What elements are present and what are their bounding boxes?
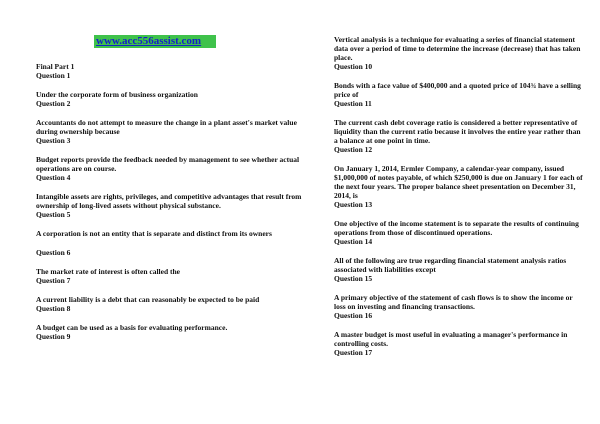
question-label-13: Question 13 [334,200,373,209]
question-label-3: Question 3 [36,136,71,145]
question-text-9: Vertical analysis is a technique for evaluating a series of financial statement data over a period of time to determine the increase (decrease) that has taken place. [334,35,581,62]
right-column [334,35,584,357]
question-label-10: Question 10 [334,62,373,71]
question-label-15: Question 15 [334,274,373,283]
question-label-12: Question 12 [334,145,373,154]
question-text-1: Under the corporate form of business organization [36,90,198,99]
question-text-3: Budget reports provide the feedback needed by management to see whether actual operations are on course. [36,155,300,173]
question-text-16: A master budget is most useful in evaluating a manager's performance in controlling costs. [334,330,568,348]
question-text-5: A corporation is not an entity that is separate and distinct from its owners [36,229,272,238]
part-title: Final Part 1 [36,62,75,71]
question-label-7: Question 7 [36,276,71,285]
question-label-4: Question 4 [36,173,71,182]
question-label-17: Question 17 [334,348,373,357]
question-text-14: All of the following are true regarding financial statement analysis ratios associated with liabilities except [334,256,567,274]
question-text-8: A budget can be used as a basis for evaluating performance. [36,323,228,332]
question-text-12: On January 1, 2014, Ermler Company, a calendar-year company, issued $1,000,000 of notes payable, of which $250,000 is due on January 1 for each of the next four years. The proper balance sheet presentation on December 31, 2014, is [334,164,583,200]
question-text-15: A primary objective of the statement of cash flows is to show the income or loss on investing and financing transactions. [334,293,573,311]
question-text-2: Accountants do not attempt to measure the change in a plant asset's market value during ownership because [36,118,297,136]
left-column [36,35,304,341]
question-label-8: Question 8 [36,304,71,313]
site-link[interactable]: www.acc556assist.com [94,35,216,48]
question-label-6: Question 6 [36,248,71,257]
question-text-13: One objective of the income statement is to separate the results of continuing operations from those of discontinued operations. [334,219,579,237]
question-label-1: Question 1 [36,71,71,80]
question-text-6: The market rate of interest is often called the [36,267,180,276]
question-label-14: Question 14 [334,237,373,246]
question-label-9: Question 9 [36,332,71,341]
question-text-11: The current cash debt coverage ratio is considered a better representative of liquidity than the current ratio because it involves the entire year rather than a balance at one point in time. [334,118,581,145]
question-label-11: Question 11 [334,99,372,108]
question-text-10: Bonds with a face value of $400,000 and a quoted price of 104¾ have a selling price of [334,81,581,99]
question-label-16: Question 16 [334,311,373,320]
question-label-2: Question 2 [36,99,71,108]
question-label-5: Question 5 [36,210,71,219]
question-text-7: A current liability is a debt that can reasonably be expected to be paid [36,295,260,304]
question-text-4: Intangible assets are rights, privileges, and competitive advantages that result from ownership of long-lived assets without physical substance. [36,192,302,210]
